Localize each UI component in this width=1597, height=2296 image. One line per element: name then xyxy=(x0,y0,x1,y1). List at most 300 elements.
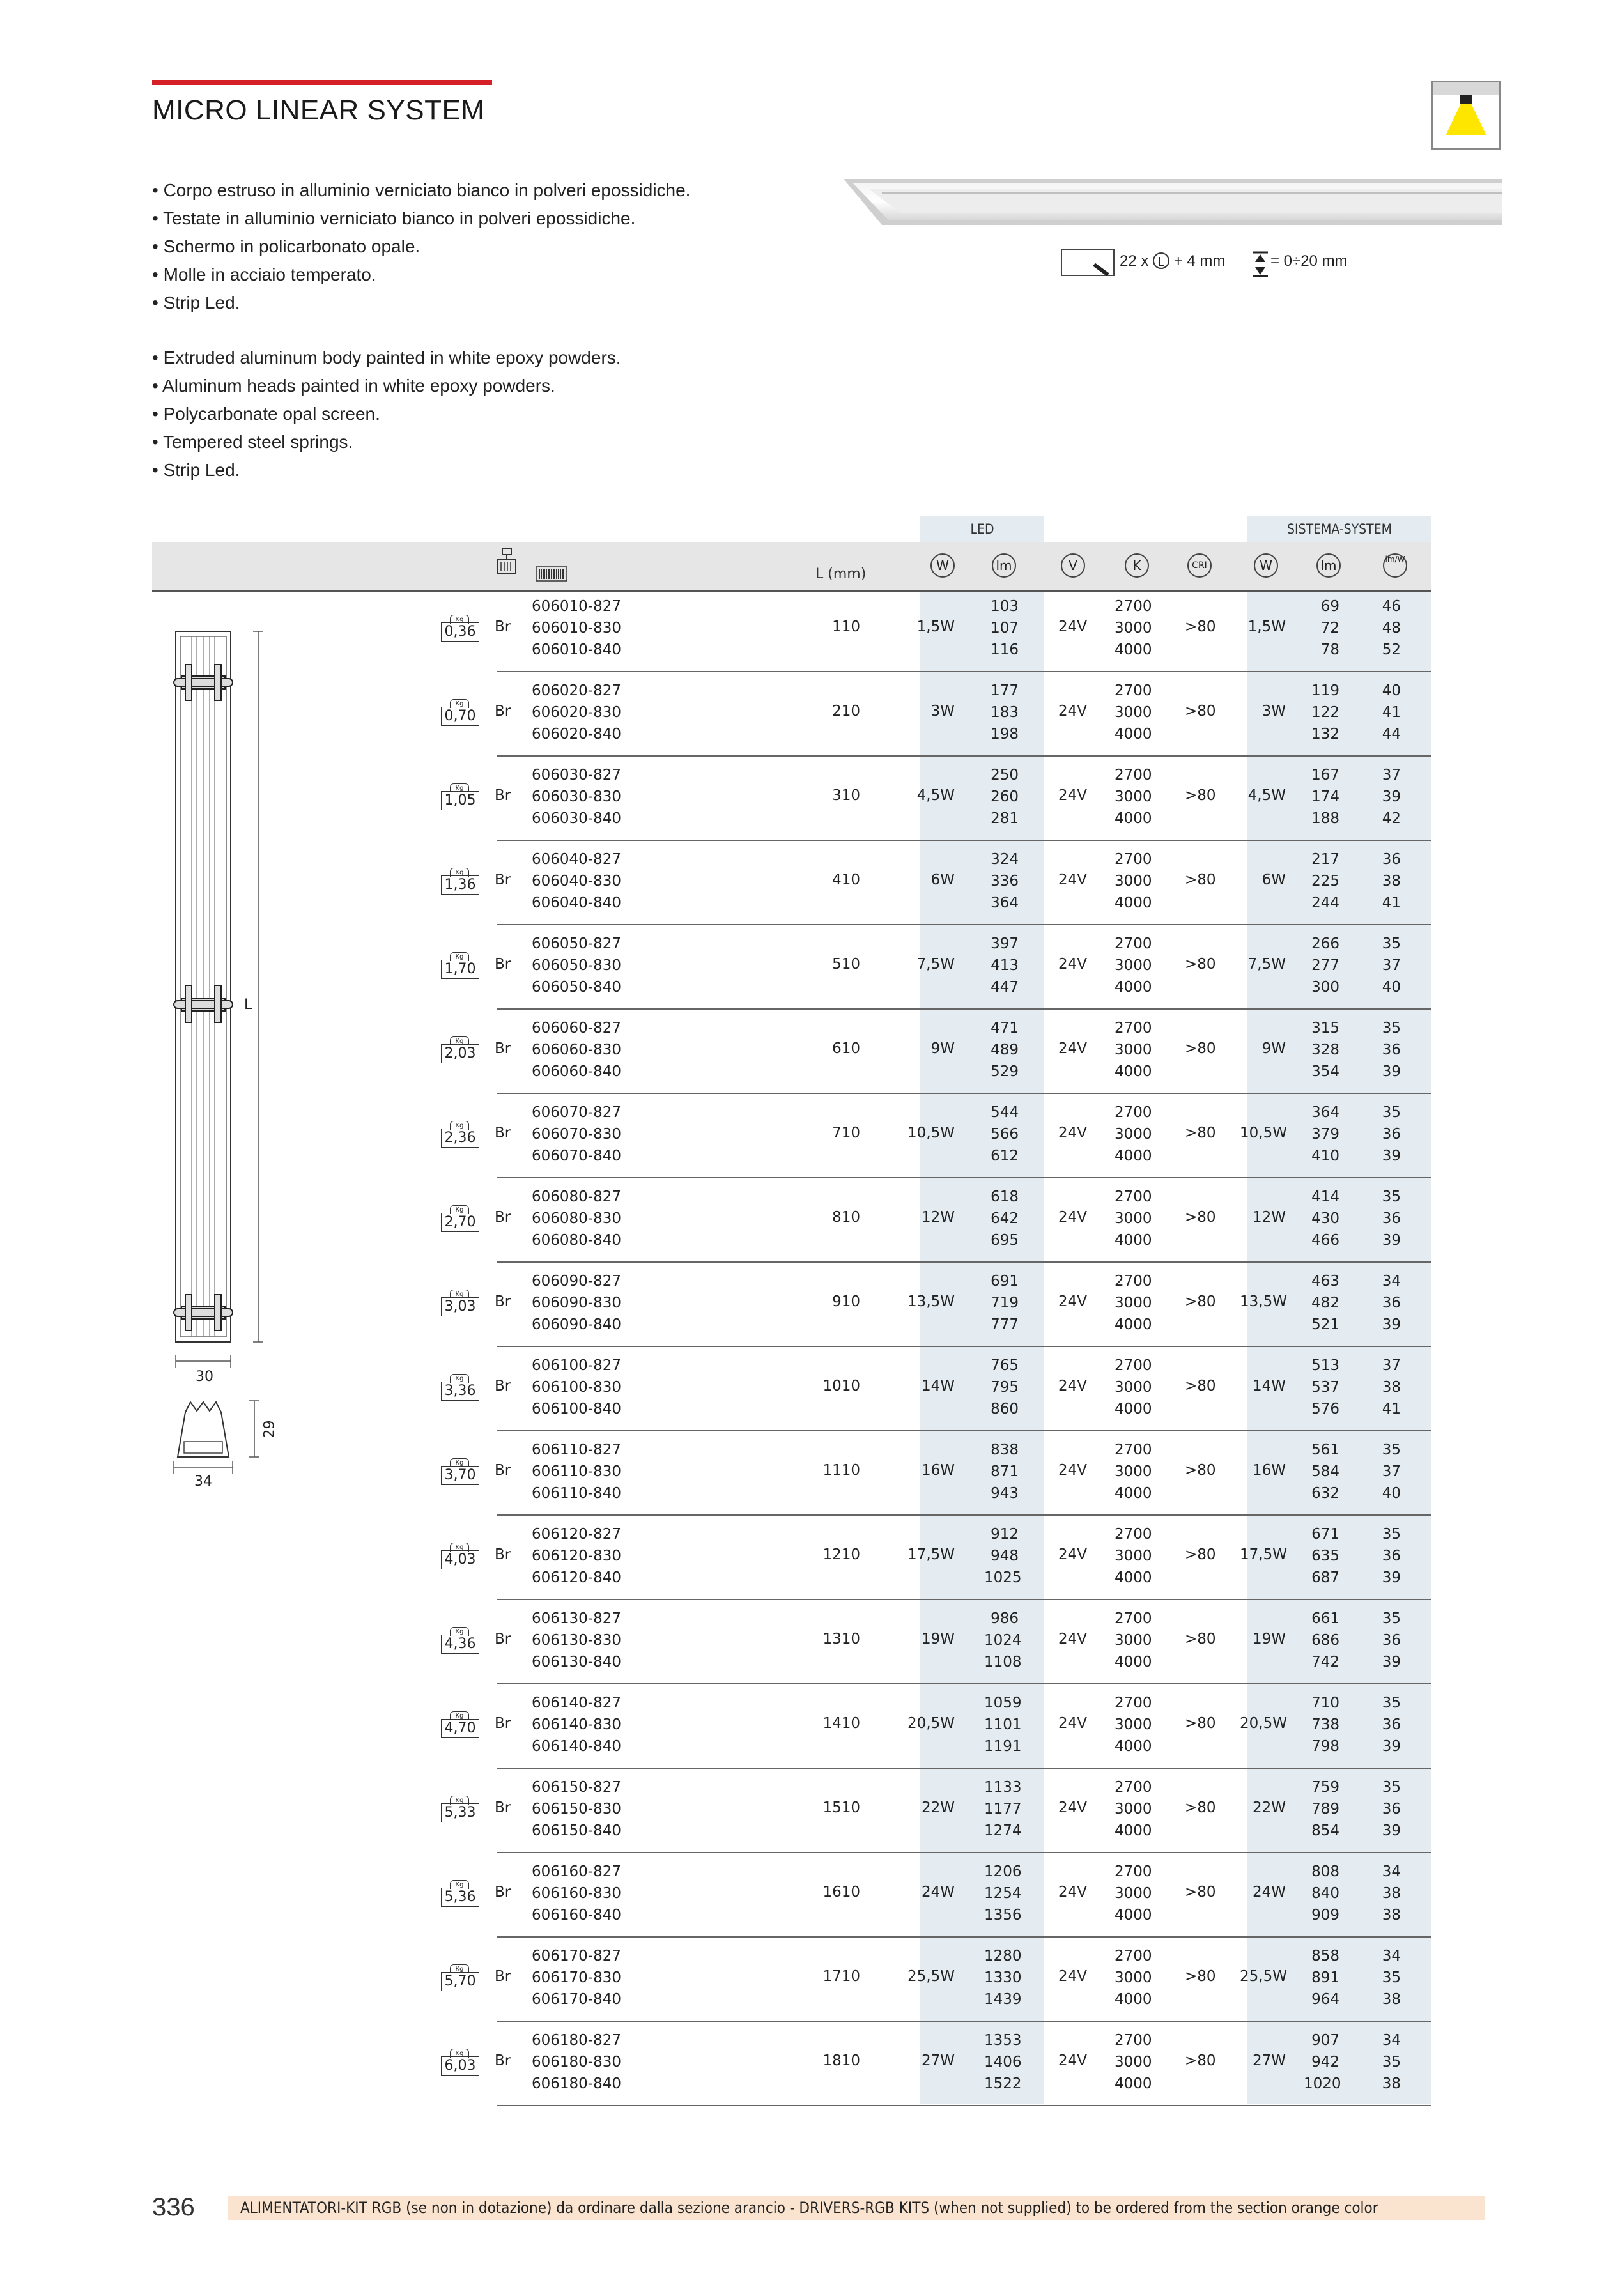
product-code: 606090-827 xyxy=(532,1273,621,1290)
efficacy: 34 xyxy=(1382,2032,1401,2049)
cri-value: >80 xyxy=(1185,956,1216,973)
weight-unit-label: Kg xyxy=(450,1711,469,1720)
led-lumen: 544 xyxy=(991,1104,1019,1121)
weight-badge xyxy=(441,1458,479,1484)
color-temperature: 2700 xyxy=(1115,1863,1152,1880)
led-watt: 22W xyxy=(921,1799,955,1816)
cri-value: >80 xyxy=(1185,787,1216,804)
code-type: Br xyxy=(495,1715,511,1732)
weight-unit-label: Kg xyxy=(450,868,469,877)
efficacy: 35 xyxy=(1382,1695,1401,1711)
weight-value: 4,70 xyxy=(441,1719,479,1738)
feature-item: • Strip Led. xyxy=(152,293,240,312)
led-lumen: 1522 xyxy=(984,2076,1022,2092)
weight-value: 5,70 xyxy=(441,1972,479,1991)
technical-drawing xyxy=(152,626,305,1521)
system-lumen: 132 xyxy=(1311,726,1339,743)
weight-value: 2,36 xyxy=(441,1129,479,1148)
cri-value: >80 xyxy=(1185,1884,1216,1900)
length-symbol-icon: L xyxy=(1153,252,1169,269)
color-temperature: 3000 xyxy=(1115,704,1152,721)
section-width-label: 34 xyxy=(194,1474,212,1490)
led-lumen: 1177 xyxy=(984,1801,1022,1817)
led-lumen: 1330 xyxy=(984,1969,1022,1986)
kelvin-icon: K xyxy=(1125,553,1149,578)
led-lumen: 1133 xyxy=(984,1779,1022,1796)
color-temperature: 3000 xyxy=(1115,1379,1152,1396)
led-watt: 27W xyxy=(921,2053,955,2069)
code-type: Br xyxy=(495,1125,511,1141)
code-type: Br xyxy=(495,703,511,720)
led-lumen: 447 xyxy=(991,979,1019,996)
efficacy: 36 xyxy=(1382,1632,1401,1649)
color-temperature: 2700 xyxy=(1115,767,1152,783)
length-mm: 1410 xyxy=(822,1715,860,1732)
color-temperature: 3000 xyxy=(1115,1295,1152,1311)
efficacy: 38 xyxy=(1382,1885,1401,1902)
efficacy: 46 xyxy=(1382,598,1401,615)
product-code: 606140-827 xyxy=(532,1695,621,1711)
system-watt: 25,5W xyxy=(1240,1968,1287,1985)
product-code: 606150-830 xyxy=(532,1801,621,1817)
system-lumen: 942 xyxy=(1311,2054,1339,2070)
product-code: 606020-827 xyxy=(532,682,621,699)
section-height-label: 29 xyxy=(261,1420,278,1438)
led-watt: 7,5W xyxy=(916,956,955,973)
code-type: Br xyxy=(495,1546,511,1563)
code-type: Br xyxy=(495,1040,511,1057)
led-lumen: 1191 xyxy=(984,1738,1022,1755)
weight-badge xyxy=(441,615,479,640)
led-watt: 3W xyxy=(930,703,955,720)
color-temperature: 3000 xyxy=(1115,1463,1152,1480)
weight-value: 3,03 xyxy=(441,1297,479,1316)
product-code: 606130-840 xyxy=(532,1654,621,1670)
led-watt: 24W xyxy=(921,1884,955,1900)
product-code: 606160-840 xyxy=(532,1907,621,1923)
led-lumen: 1280 xyxy=(984,1948,1022,1964)
efficacy: 36 xyxy=(1382,1801,1401,1817)
system-lumen: 789 xyxy=(1311,1801,1339,1817)
page-number: 336 xyxy=(152,2193,195,2221)
product-code: 606030-840 xyxy=(532,810,621,827)
voltage: 24V xyxy=(1058,872,1088,888)
weight-unit-label: Kg xyxy=(450,1290,469,1298)
weight-unit-label: Kg xyxy=(450,1121,469,1130)
product-code: 606160-830 xyxy=(532,1885,621,1902)
row-divider xyxy=(497,1852,1431,1853)
system-lumen: 584 xyxy=(1311,1463,1339,1480)
weight-value: 2,03 xyxy=(441,1044,479,1063)
product-code: 606010-840 xyxy=(532,642,621,658)
product-code: 606040-840 xyxy=(532,895,621,911)
system-lumen-icon: lm xyxy=(1316,553,1341,578)
led-watt: 19W xyxy=(921,1631,955,1647)
feature-item: • Polycarbonate opal screen. xyxy=(152,404,380,424)
group-led-label: LED xyxy=(970,521,994,537)
led-lumen: 177 xyxy=(991,682,1019,699)
voltage: 24V xyxy=(1058,1715,1088,1732)
length-mm: 1710 xyxy=(822,1968,860,1985)
system-lumen: 854 xyxy=(1311,1822,1339,1839)
product-code: 606130-827 xyxy=(532,1610,621,1627)
cri-value: >80 xyxy=(1185,1040,1216,1057)
color-temperature: 3000 xyxy=(1115,1210,1152,1227)
efficacy: 37 xyxy=(1382,767,1401,783)
voltage: 24V xyxy=(1058,703,1088,720)
color-temperature: 3000 xyxy=(1115,873,1152,890)
system-lumen: 364 xyxy=(1311,1104,1339,1121)
weight-value: 4,03 xyxy=(441,1550,479,1569)
voltage: 24V xyxy=(1058,619,1088,635)
color-temperature: 2700 xyxy=(1115,1442,1152,1458)
system-watt: 12W xyxy=(1252,1209,1286,1226)
efficacy: 40 xyxy=(1382,1485,1401,1502)
led-lumen: 324 xyxy=(991,851,1019,868)
efficacy: 35 xyxy=(1382,1442,1401,1458)
product-code: 606010-830 xyxy=(532,620,621,636)
table-header-divider xyxy=(152,590,1431,592)
product-code: 606030-827 xyxy=(532,767,621,783)
product-code: 606060-840 xyxy=(532,1063,621,1080)
led-watt: 20,5W xyxy=(907,1715,955,1732)
color-temperature: 3000 xyxy=(1115,1548,1152,1564)
system-lumen: 122 xyxy=(1311,704,1339,721)
system-lumen: 537 xyxy=(1311,1379,1339,1396)
efficacy: 40 xyxy=(1382,682,1401,699)
led-lumen: 1059 xyxy=(984,1695,1022,1711)
efficacy: 39 xyxy=(1382,1654,1401,1670)
product-code: 606100-840 xyxy=(532,1401,621,1417)
voltage: 24V xyxy=(1058,1799,1088,1816)
color-temperature: 4000 xyxy=(1115,1063,1152,1080)
product-code: 606110-830 xyxy=(532,1463,621,1480)
product-code: 606140-830 xyxy=(532,1716,621,1733)
product-code: 606130-830 xyxy=(532,1632,621,1649)
color-temperature: 4000 xyxy=(1115,1654,1152,1670)
cri-value: >80 xyxy=(1185,1378,1216,1394)
product-code: 606120-827 xyxy=(532,1526,621,1543)
product-code: 606150-840 xyxy=(532,1822,621,1839)
system-lumen: 576 xyxy=(1311,1401,1339,1417)
led-lumen: 795 xyxy=(991,1379,1019,1396)
efficacy: 35 xyxy=(1382,1779,1401,1796)
efficacy: 35 xyxy=(1382,1104,1401,1121)
system-lumen: 742 xyxy=(1311,1654,1339,1670)
color-temperature: 4000 xyxy=(1115,1401,1152,1417)
weight-badge xyxy=(441,1880,479,1906)
cri-value: >80 xyxy=(1185,1968,1216,1985)
row-divider xyxy=(497,671,1431,672)
color-temperature: 2700 xyxy=(1115,682,1152,699)
row-divider xyxy=(497,1177,1431,1178)
color-temperature: 4000 xyxy=(1115,1569,1152,1586)
system-watt: 6W xyxy=(1261,872,1286,888)
color-temperature: 4000 xyxy=(1115,895,1152,911)
product-code: 606070-830 xyxy=(532,1126,621,1143)
product-code: 606180-830 xyxy=(532,2054,621,2070)
row-divider xyxy=(497,1768,1431,1769)
row-divider xyxy=(497,1346,1431,1347)
row-divider xyxy=(497,1514,1431,1516)
product-code: 606010-827 xyxy=(532,598,621,615)
system-lumen: 710 xyxy=(1311,1695,1339,1711)
color-temperature: 2700 xyxy=(1115,1695,1152,1711)
color-temperature: 3000 xyxy=(1115,789,1152,805)
row-divider xyxy=(497,2021,1431,2022)
cri-value: >80 xyxy=(1185,1546,1216,1563)
product-code: 606170-827 xyxy=(532,1948,621,1964)
weight-unit-label: Kg xyxy=(450,615,469,624)
weight-badge xyxy=(441,1036,479,1062)
efficacy: 36 xyxy=(1382,851,1401,868)
system-lumen: 72 xyxy=(1320,620,1339,636)
system-lumen: 410 xyxy=(1311,1148,1339,1164)
efficacy: 36 xyxy=(1382,1295,1401,1311)
efficacy: 41 xyxy=(1382,895,1401,911)
system-lumen: 463 xyxy=(1311,1273,1339,1290)
system-lumen: 964 xyxy=(1311,1991,1339,2008)
cri-value: >80 xyxy=(1185,1462,1216,1479)
system-lumen: 119 xyxy=(1311,682,1339,699)
system-lumen: 379 xyxy=(1311,1126,1339,1143)
width-dimension-label: 30 xyxy=(196,1369,213,1385)
led-lumen: 1206 xyxy=(984,1863,1022,1880)
led-watt: 4,5W xyxy=(916,787,955,804)
weight-badge xyxy=(441,952,479,978)
length-dimension-label: L xyxy=(244,997,252,1013)
weight-value: 2,70 xyxy=(441,1213,479,1232)
weight-badge xyxy=(441,1964,479,1990)
led-lumen: 529 xyxy=(991,1063,1019,1080)
length-mm: 910 xyxy=(832,1293,860,1310)
weight-unit-label: Kg xyxy=(450,1880,469,1889)
color-temperature: 2700 xyxy=(1115,1273,1152,1290)
led-lumen: 765 xyxy=(991,1357,1019,1374)
system-watt: 9W xyxy=(1261,1040,1286,1057)
code-type: Br xyxy=(495,1209,511,1226)
product-code: 606090-840 xyxy=(532,1316,621,1333)
feature-item: • Corpo estruso in alluminio verniciato bianco in polveri epossidiche. xyxy=(152,180,691,200)
cri-value: >80 xyxy=(1185,1209,1216,1226)
system-lumen: 482 xyxy=(1311,1295,1339,1311)
led-watt: 1,5W xyxy=(916,619,955,635)
efficacy: 35 xyxy=(1382,936,1401,952)
lamp-type-icon xyxy=(496,548,518,576)
weight-value: 1,70 xyxy=(441,960,479,979)
led-lumen: 948 xyxy=(991,1548,1019,1564)
weight-badge xyxy=(441,1711,479,1737)
code-type: Br xyxy=(495,872,511,888)
system-lumen: 78 xyxy=(1320,642,1339,658)
efficacy: 39 xyxy=(1382,789,1401,805)
table-header xyxy=(152,542,1431,590)
system-watt-icon: W xyxy=(1254,553,1278,578)
color-temperature: 4000 xyxy=(1115,1232,1152,1249)
product-code: 606140-840 xyxy=(532,1738,621,1755)
product-code: 606060-830 xyxy=(532,1042,621,1058)
weight-value: 5,33 xyxy=(441,1803,479,1822)
voltage: 24V xyxy=(1058,1884,1088,1900)
system-lumen: 561 xyxy=(1311,1442,1339,1458)
led-lumen: 691 xyxy=(991,1273,1019,1290)
voltage: 24V xyxy=(1058,1125,1088,1141)
length-mm: 810 xyxy=(832,1209,860,1226)
efficacy: 48 xyxy=(1382,620,1401,636)
color-temperature: 4000 xyxy=(1115,1907,1152,1923)
efficacy: 40 xyxy=(1382,979,1401,996)
led-lumen-icon: lm xyxy=(992,553,1016,578)
cri-value: >80 xyxy=(1185,1293,1216,1310)
weight-badge xyxy=(441,1290,479,1315)
system-lumen: 635 xyxy=(1311,1548,1339,1564)
led-lumen: 336 xyxy=(991,873,1019,890)
weight-badge xyxy=(441,1796,479,1821)
system-watt: 4,5W xyxy=(1247,787,1286,804)
weight-badge xyxy=(441,699,479,725)
code-type: Br xyxy=(495,619,511,635)
system-lumen: 738 xyxy=(1311,1716,1339,1733)
weight-unit-label: Kg xyxy=(450,1458,469,1467)
length-mm: 1610 xyxy=(822,1884,860,1900)
product-code: 606070-840 xyxy=(532,1148,621,1164)
led-lumen: 860 xyxy=(991,1401,1019,1417)
voltage-icon: V xyxy=(1061,553,1085,578)
efficacy: 38 xyxy=(1382,873,1401,890)
feature-item: • Schermo in policarbonato opale. xyxy=(152,236,420,256)
led-lumen: 642 xyxy=(991,1210,1019,1227)
color-temperature: 4000 xyxy=(1115,1991,1152,2008)
product-code: 606160-827 xyxy=(532,1863,621,1880)
efficacy: 37 xyxy=(1382,1463,1401,1480)
product-code: 606100-830 xyxy=(532,1379,621,1396)
led-watt: 25,5W xyxy=(907,1968,955,1985)
footer-note: ALIMENTATORI-KIT RGB (se non in dotazione) da ordinare dalla sezione arancio - DRIVERS-RGB KITS (when not supplied) to be ordered from the section orange color xyxy=(228,2196,1485,2220)
led-lumen: 871 xyxy=(991,1463,1019,1480)
system-lumen: 167 xyxy=(1311,767,1339,783)
row-divider xyxy=(497,755,1431,757)
voltage: 24V xyxy=(1058,956,1088,973)
code-type: Br xyxy=(495,787,511,804)
product-code: 606080-830 xyxy=(532,1210,621,1227)
color-temperature: 2700 xyxy=(1115,1020,1152,1036)
led-watt: 13,5W xyxy=(907,1293,955,1310)
system-lumen: 891 xyxy=(1311,1969,1339,1986)
feature-item: • Extruded aluminum body painted in white epoxy powders. xyxy=(152,348,621,367)
system-watt: 17,5W xyxy=(1240,1546,1287,1563)
color-temperature: 2700 xyxy=(1115,1779,1152,1796)
efficacy: 38 xyxy=(1382,1379,1401,1396)
color-temperature: 4000 xyxy=(1115,1316,1152,1333)
color-temperature: 3000 xyxy=(1115,1716,1152,1733)
features-english xyxy=(152,344,621,484)
column-header-length: L (mm) xyxy=(815,566,867,582)
efficacy: 35 xyxy=(1382,1189,1401,1205)
weight-value: 4,36 xyxy=(441,1635,479,1654)
feature-item: • Aluminum heads painted in white epoxy powders. xyxy=(152,376,555,396)
length-mm: 1510 xyxy=(822,1799,860,1816)
system-lumen: 217 xyxy=(1311,851,1339,868)
system-watt: 3W xyxy=(1261,703,1286,720)
code-type: Br xyxy=(495,1378,511,1394)
weight-badge xyxy=(441,868,479,893)
system-lumen: 759 xyxy=(1311,1779,1339,1796)
feature-item: • Tempered steel springs. xyxy=(152,432,353,452)
product-code: 606110-827 xyxy=(532,1442,621,1458)
depth-spec: = 0÷20 mm xyxy=(1270,252,1348,270)
row-divider xyxy=(497,1599,1431,1600)
system-watt: 27W xyxy=(1252,2053,1286,2069)
code-type: Br xyxy=(495,2053,511,2069)
system-lumen: 430 xyxy=(1311,1210,1339,1227)
code-type: Br xyxy=(495,1799,511,1816)
color-temperature: 3000 xyxy=(1115,620,1152,636)
row-divider xyxy=(497,1683,1431,1684)
product-code: 606080-840 xyxy=(532,1232,621,1249)
color-temperature: 4000 xyxy=(1115,2076,1152,2092)
voltage: 24V xyxy=(1058,1546,1088,1563)
led-lumen: 566 xyxy=(991,1126,1019,1143)
led-lumen: 198 xyxy=(991,726,1019,743)
led-lumen: 612 xyxy=(991,1148,1019,1164)
system-watt: 16W xyxy=(1252,1462,1286,1479)
code-type: Br xyxy=(495,1631,511,1647)
color-temperature: 3000 xyxy=(1115,1042,1152,1058)
system-lumen: 315 xyxy=(1311,1020,1339,1036)
weight-unit-label: Kg xyxy=(450,952,469,961)
product-code: 606020-840 xyxy=(532,726,621,743)
ceiling-cutout-icon xyxy=(1061,249,1115,277)
weight-unit-label: Kg xyxy=(450,1964,469,1973)
product-code: 606070-827 xyxy=(532,1104,621,1121)
product-code: 606120-840 xyxy=(532,1569,621,1586)
color-temperature: 4000 xyxy=(1115,1738,1152,1755)
efficacy: 39 xyxy=(1382,1569,1401,1586)
length-mm: 1210 xyxy=(822,1546,860,1563)
product-code: 606090-830 xyxy=(532,1295,621,1311)
row-divider xyxy=(497,1936,1431,1938)
led-lumen: 116 xyxy=(991,642,1019,658)
led-lumen: 183 xyxy=(991,704,1019,721)
led-lumen: 413 xyxy=(991,957,1019,974)
led-lumen: 364 xyxy=(991,895,1019,911)
led-lumen: 912 xyxy=(991,1526,1019,1543)
weight-badge xyxy=(441,783,479,809)
color-temperature: 2700 xyxy=(1115,1610,1152,1627)
voltage: 24V xyxy=(1058,2053,1088,2069)
weight-unit-label: Kg xyxy=(450,2049,469,2058)
length-mm: 1110 xyxy=(822,1462,860,1479)
recess-depth-icon xyxy=(1251,250,1269,277)
length-mm: 1310 xyxy=(822,1631,860,1647)
weight-unit-label: Kg xyxy=(450,699,469,708)
cutout-prefix: 22 x xyxy=(1120,252,1149,270)
color-temperature: 2700 xyxy=(1115,1948,1152,1964)
product-image xyxy=(844,174,1502,231)
cri-value: >80 xyxy=(1185,1125,1216,1141)
led-watt: 6W xyxy=(930,872,955,888)
voltage: 24V xyxy=(1058,1968,1088,1985)
led-lumen: 838 xyxy=(991,1442,1019,1458)
system-lumen: 328 xyxy=(1311,1042,1339,1058)
system-lumen: 840 xyxy=(1311,1885,1339,1902)
led-lumen: 1406 xyxy=(984,2054,1022,2070)
system-lumen: 632 xyxy=(1311,1485,1339,1502)
led-lumen: 1101 xyxy=(984,1716,1022,1733)
efficacy: 34 xyxy=(1382,1273,1401,1290)
system-lumen: 907 xyxy=(1311,2032,1339,2049)
product-code: 606170-830 xyxy=(532,1969,621,1986)
